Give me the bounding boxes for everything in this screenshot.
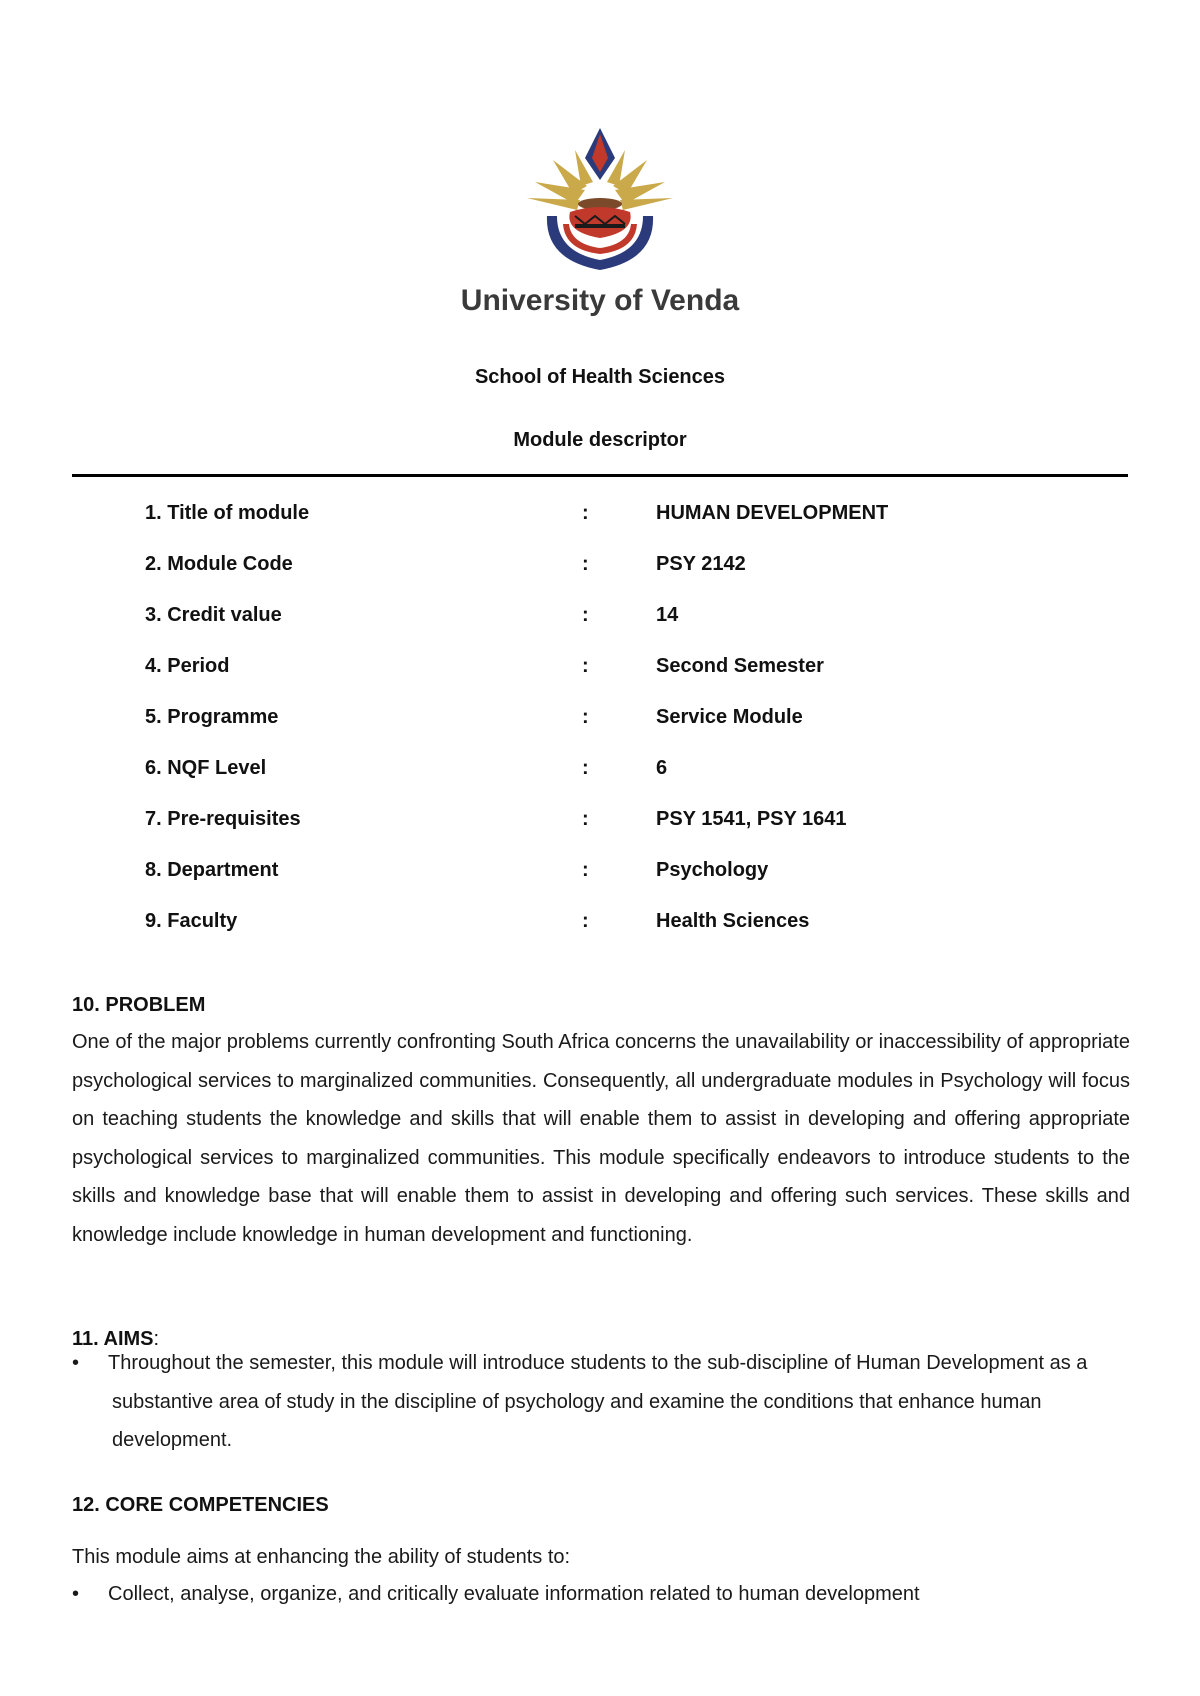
module-info-row	[145, 502, 1135, 553]
competencies-bullet-text: Collect, analyse, organize, and critically evaluate information related to human development	[108, 1583, 920, 1605]
school-name: School of Health Sciences	[474, 366, 726, 388]
module-info-label: 7. Pre-requisites	[145, 808, 301, 830]
horizontal-divider	[72, 474, 1128, 477]
document-title: Module descriptor	[513, 429, 687, 451]
logo-wordmark: University of Venda	[460, 284, 740, 317]
competencies-bullet	[72, 1575, 1130, 1614]
aims-heading-label: 11. AIMS	[72, 1328, 154, 1350]
aims-bullet	[72, 1344, 1130, 1460]
module-info-value: 6	[656, 757, 668, 779]
competencies-intro: This module aims at enhancing the ability of students to:	[72, 1546, 571, 1568]
module-info-row	[145, 910, 1135, 961]
module-info-row	[145, 553, 1135, 604]
module-info-label: 1. Title of module	[145, 502, 310, 524]
module-info-separator: :	[582, 604, 589, 626]
aims-heading-colon: :	[153, 1328, 160, 1350]
module-info-label: 2. Module Code	[145, 553, 293, 575]
module-info-separator: :	[582, 757, 589, 779]
bullet-icon: •	[72, 1583, 80, 1605]
module-info-row	[145, 808, 1135, 859]
module-info-row	[145, 706, 1135, 757]
module-info-value: Psychology	[656, 859, 769, 881]
aims-bullet-text: Throughout the semester, this module will introduce students to the sub-discipline of Human Development as a substantive area of study in the discipline of psychology and examine the conditions that enhance human development.	[108, 1352, 1088, 1451]
module-info-separator: :	[582, 910, 589, 932]
module-info-label: 8. Department	[145, 859, 279, 881]
module-info-separator: :	[582, 553, 589, 575]
module-info-value: PSY 1541, PSY 1641	[656, 808, 847, 830]
bullet-icon: •	[72, 1352, 80, 1374]
module-info-value: Second Semester	[656, 655, 824, 677]
problem-paragraph: One of the major problems currently confronting South Africa concerns the unavailability or inaccessibility of appropriate psychological services to marginalized communities. Consequently, all undergraduate modules in Psychology will focus on teaching students the knowledge and skills that will enable them to assist in developing and offering appropriate psychological services to marginalized communities. This module specifically endeavors to introduce students to the skills and knowledge base that will enable them to assist in developing and offering such services. These skills and knowledge include knowledge in human development and functioning.	[72, 1031, 1130, 1246]
module-info-row	[145, 604, 1135, 655]
module-info-label: 9. Faculty	[145, 910, 238, 932]
module-info-label: 6. NQF Level	[145, 757, 267, 779]
module-info-row	[145, 859, 1135, 910]
module-info-separator: :	[582, 859, 589, 881]
module-info-separator: :	[582, 655, 589, 677]
competencies-heading: 12. CORE COMPETENCIES	[72, 1494, 329, 1516]
module-info-value: HUMAN DEVELOPMENT	[656, 502, 889, 524]
module-info-row	[145, 757, 1135, 808]
module-info-label: 5. Programme	[145, 706, 279, 728]
module-info-label: 3. Credit value	[145, 604, 282, 626]
module-info-separator: :	[582, 706, 589, 728]
problem-heading: 10. PROBLEM	[72, 994, 206, 1016]
university-logo	[435, 120, 765, 340]
module-info-label: 4. Period	[145, 655, 230, 677]
module-info-value: PSY 2142	[656, 553, 746, 575]
module-info-value: Health Sciences	[656, 910, 810, 932]
module-info-separator: :	[582, 808, 589, 830]
module-info-separator: :	[582, 502, 589, 524]
module-info-table	[145, 502, 1135, 961]
module-info-value: 14	[656, 604, 679, 626]
module-info-value: Service Module	[656, 706, 803, 728]
module-info-row	[145, 655, 1135, 706]
